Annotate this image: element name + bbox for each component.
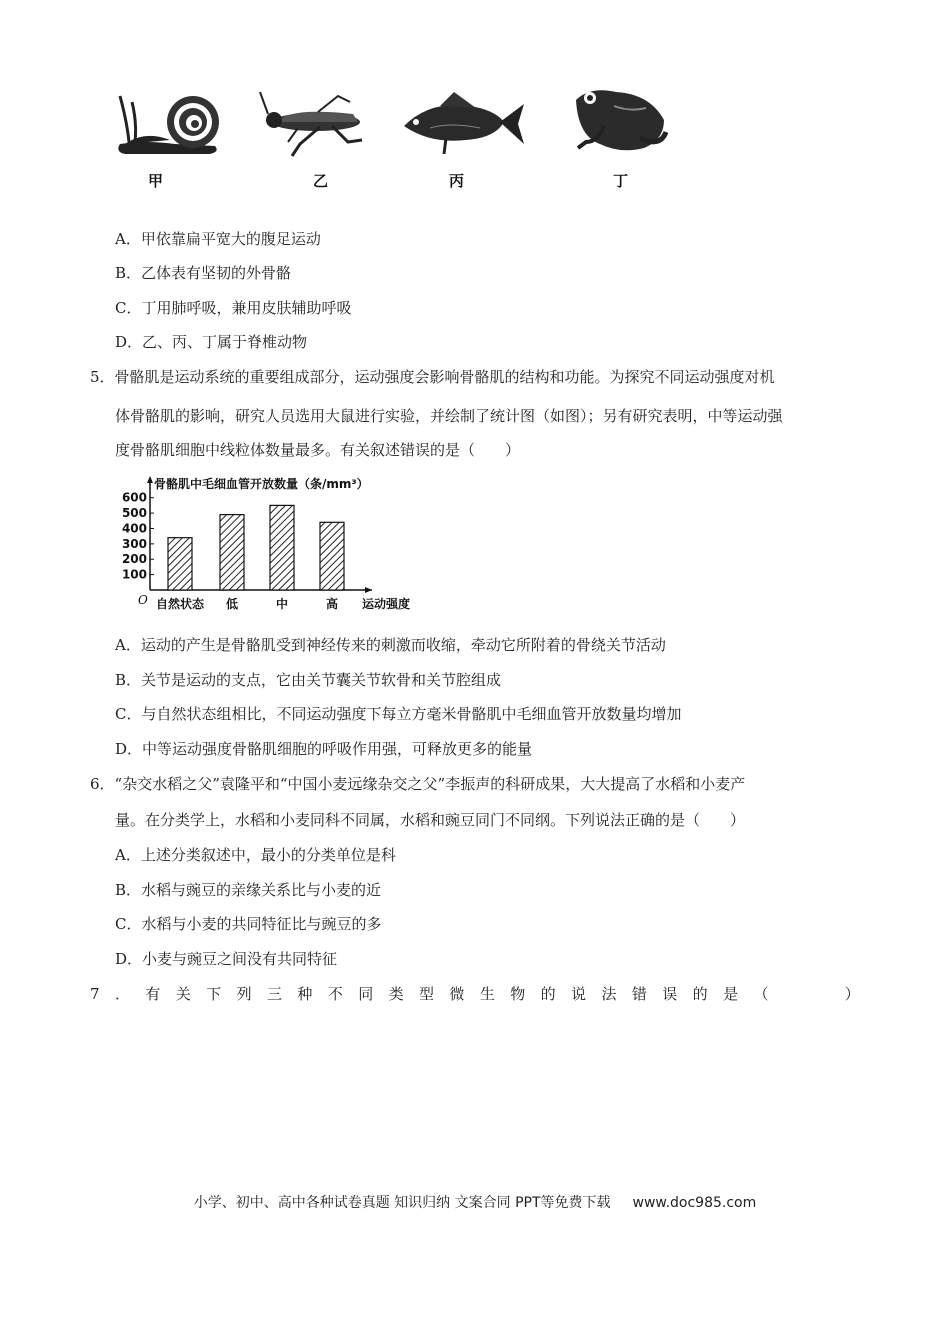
bar-0 <box>168 538 192 590</box>
capillary-bar-chart <box>110 468 430 620</box>
fish-image <box>400 82 528 162</box>
q5-stem-line-2: 体骨骼肌的影响，研究人员选用大鼠进行实验，并绘制了统计图（如图）；另有研究表明，中等运动强 <box>115 407 783 425</box>
category-label: 低 <box>225 597 239 611</box>
q7-char: 的 <box>540 985 556 1003</box>
animal-figures <box>100 82 700 202</box>
category-label: 自然状态 <box>155 597 205 611</box>
bar-2 <box>270 505 294 590</box>
q4-option-b: B．乙体表有坚韧的外骨骼 <box>115 264 292 282</box>
q5-option-c: C．与自然状态组相比，不同运动强度下每立方毫米骨骼肌中毛细血管开放数量均增加 <box>115 705 682 723</box>
category-label: 中 <box>275 597 289 611</box>
q5-stem-line-3: 度骨骼肌细胞中线粒体数量最多。有关叙述错误的是（ ） <box>115 441 521 459</box>
q6-option-b: B．水稻与豌豆的亲缘关系比与小麦的近 <box>115 881 382 899</box>
q7-char: 型 <box>419 985 435 1003</box>
q6-option-a: A．上述分类叙述中，最小的分类单位是科 <box>115 846 396 864</box>
bar-3 <box>320 522 344 590</box>
q7-char: 微 <box>449 985 465 1003</box>
q7-char: （ <box>753 985 769 1003</box>
y-tick-label: 100 <box>121 567 147 582</box>
q7-char: 有 <box>145 985 161 1003</box>
footer-text: 小学、初中、高中各种试卷真题 知识归纳 文案合同 PPT等免费下载 <box>193 1195 611 1211</box>
snail-image <box>115 82 225 162</box>
y-tick-label: 400 <box>121 521 147 536</box>
q7-stem <box>90 984 860 1004</box>
q7-char: 三 <box>266 985 282 1003</box>
category-label: 高 <box>325 597 339 611</box>
q7-char: 类 <box>388 985 404 1003</box>
bar-1 <box>220 515 244 590</box>
q6-option-d: D．小麦与豌豆之间没有共同特征 <box>115 950 338 968</box>
q4-option-c: C．丁用肺呼吸，兼用皮肤辅助呼吸 <box>115 299 352 317</box>
y-tick-label: 500 <box>121 506 147 521</box>
label-ding: 丁 <box>613 172 629 190</box>
q7-char: ） <box>844 985 860 1003</box>
q7-char: 误 <box>662 985 678 1003</box>
y-axis-arrow <box>147 476 153 483</box>
q5-stem-line-1: 5．骨骼肌是运动系统的重要组成部分，运动强度会影响骨骼肌的结构和功能。为探究不同运动强度对机 <box>90 368 775 386</box>
q5-option-d: D．中等运动强度骨骼肌细胞的呼吸作用强，可释放更多的能量 <box>115 740 533 758</box>
label-yi: 乙 <box>313 172 329 190</box>
q7-char <box>814 984 829 1004</box>
q7-char: 是 <box>723 985 739 1003</box>
q7-char: 7 <box>90 985 100 1003</box>
q7-char: 关 <box>175 985 191 1003</box>
x-axis-arrow <box>365 587 372 593</box>
label-jia: 甲 <box>148 172 164 190</box>
footer-site: www.doc985.com <box>632 1195 757 1211</box>
q6-stem-line-1: 6．“杂交水稻之父”袁隆平和“中国小麦远缘杂交之父”李振声的科研成果，大大提高了水稻和小麦产 <box>90 775 746 793</box>
q7-char: 不 <box>327 985 343 1003</box>
y-tick-label: 200 <box>121 552 147 567</box>
frog-image <box>570 82 670 158</box>
q4-option-a: A．甲依靠扁平宽大的腹足运动 <box>115 230 321 248</box>
chart-title: 骨骼肌中毛细血管开放数量（条/mm³） <box>154 477 369 491</box>
q7-char: ． <box>114 985 130 1003</box>
q7-char: 同 <box>358 985 374 1003</box>
q7-char: 说 <box>571 985 587 1003</box>
q7-char: 物 <box>510 985 526 1003</box>
y-tick-label: 600 <box>121 490 147 505</box>
q6-stem-line-2: 量。在分类学上，水稻和小麦同科不同属，水稻和豌豆同门不同纲。下列说法正确的是（ ） <box>115 811 746 829</box>
x-axis-label: 运动强度 <box>362 597 411 611</box>
q5-option-b: B．关节是运动的支点，它由关节囊关节软骨和关节腔组成 <box>115 671 502 689</box>
q7-char: 种 <box>297 985 313 1003</box>
q7-char: 下 <box>206 985 222 1003</box>
q7-char: 的 <box>692 985 708 1003</box>
q7-char: 错 <box>631 985 647 1003</box>
q7-char: 列 <box>236 985 252 1003</box>
grasshopper-image <box>258 82 370 162</box>
label-bing: 丙 <box>449 172 465 190</box>
y-tick-label: 300 <box>121 536 147 551</box>
q4-option-d: D．乙、丙、丁属于脊椎动物 <box>115 333 308 351</box>
origin-label: O <box>138 593 148 607</box>
q5-option-a: A．运动的产生是骨骼肌受到神经传来的刺激而收缩，牵动它所附着的骨绕关节活动 <box>115 636 666 654</box>
page-footer <box>0 1192 950 1212</box>
q7-char: 生 <box>479 985 495 1003</box>
q7-char: 法 <box>601 985 617 1003</box>
q7-char <box>784 984 799 1004</box>
q6-option-c: C．水稻与小麦的共同特征比与豌豆的多 <box>115 915 382 933</box>
